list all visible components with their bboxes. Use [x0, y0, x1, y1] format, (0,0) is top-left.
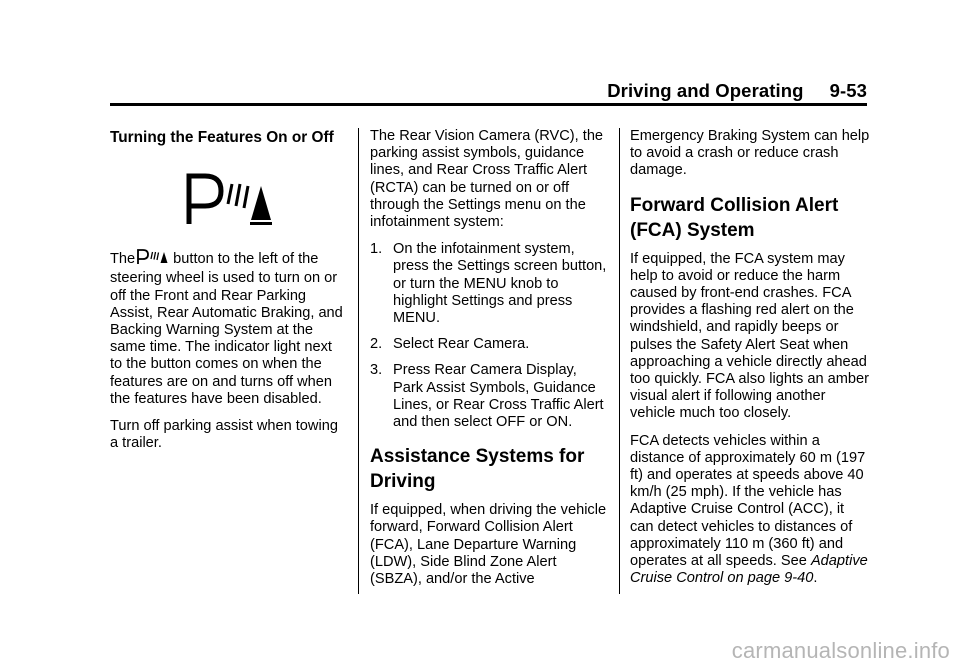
steps-list	[370, 241, 610, 431]
paragraph: The Rear Vision Camera (RVC), the parking assist symbols, guidance lines, and Rear Cross Traffic Alert (RCTA) can be turned on or off through the Settings menu on the infotainment system:	[370, 128, 604, 231]
paragraph: Turn off parking assist when towing a trailer.	[110, 418, 338, 452]
list-item: 1. On the infotainment system, press the Settings screen button, or turn the MENU knob to highlight Settings and press MENU.	[370, 241, 607, 327]
column-1	[110, 128, 348, 462]
list-item: 3. Press Rear Camera Display, Park Assist Symbols, Guidance Lines, or Rear Cross Traffic Alert and then select OFF or ON.	[370, 362, 604, 431]
page-number: 9-53	[829, 80, 867, 101]
list-item: 2. Select Rear Camera.	[370, 336, 530, 353]
park-assist-icon-graphic	[181, 170, 277, 228]
column-3	[630, 128, 870, 597]
section-heading: Turning the Features On or Off	[110, 129, 334, 146]
park-assist-inline-icon	[136, 248, 172, 270]
cross-reference: Adaptive Cruise Control on page 9-40	[630, 553, 868, 587]
paragraph: The button to the left of the steering wheel is used to turn on or off the Front and Rear Parking Assist, Rear Automatic Braking, and Backing Warning System at the same time. The indicator light next to the button comes on when the features are on and turns off when the features have been disabled.	[110, 248, 348, 408]
section-heading: Assistance Systems for Driving	[370, 446, 585, 493]
column-divider	[358, 128, 359, 594]
park-assist-icon	[110, 170, 348, 228]
paragraph: Emergency Braking System can help to avoid a crash or reduce crash damage.	[630, 128, 870, 179]
watermark: carmanualsonline.info	[731, 638, 950, 663]
page-header	[110, 80, 867, 104]
section-heading: Forward Collision Alert (FCA) System	[630, 194, 839, 241]
section-title: Driving and Operating	[607, 80, 804, 101]
column-divider	[619, 128, 620, 594]
paragraph: If equipped, the FCA system may help to avoid or reduce the harm caused by front-end crashes. FCA provides a flashing red alert on the windshield, and rapidly beeps or pulses the Safety Alert Seat when approaching a vehicle directly ahead too quickly. FCA also lights an amber visual alert if following another vehicle much too closely.	[630, 250, 870, 422]
header-title-group	[607, 80, 867, 102]
paragraph: If equipped, when driving the vehicle forward, Forward Collision Alert (FCA), Lane Departure Warning (LDW), Side Blind Zone Alert (SBZA), and/or the Active	[370, 502, 607, 588]
header-rule	[110, 103, 867, 106]
paragraph: FCA detects vehicles within a distance of approximately 60 m (197 ft) and operates at speeds above 40 km/h (25 mph). If the vehicle has Adaptive Cruise Control (ACC), it can detect vehicles to distances of approximately 110 m (360 ft) and operates at all speeds. See Adaptive Cruise Control on page 9-40.	[630, 432, 868, 587]
column-2	[370, 128, 610, 598]
